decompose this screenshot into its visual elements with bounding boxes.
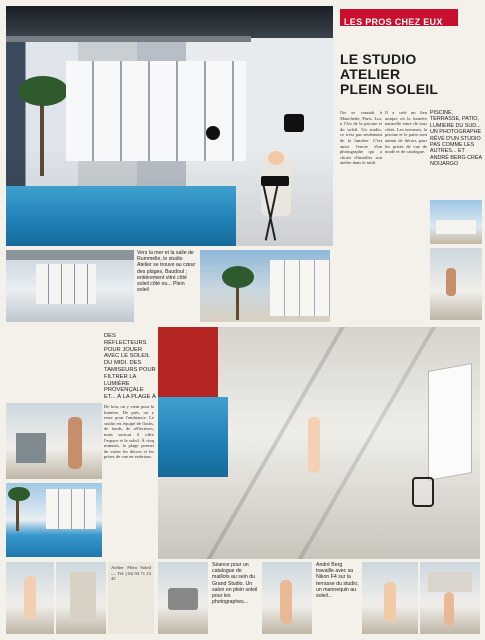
caption-bottom-2: André Berg travaille avec sa Nikon F4 sur la terrasse du studio, un mannequin au soleil... <box>316 562 359 600</box>
pull-quote-left: DES RÉFLECTEURS POUR JOUER AVEC LE SOLEIL DU MIDI. DES TAMISEURS POUR FILTRER LA LUMIÈRE PROVENÇALE ET... À LA PLAGE À <box>104 333 156 401</box>
bottom-photo-1 <box>6 562 54 634</box>
bottom-photo-6 <box>420 562 480 634</box>
pull-quote-right: PISCINE, TERRASSE, PATIO, LUMIERE DU SUD... UN PHOTOGRAPHE RÊVÉ D'UN STUDIO PAS COMME LES AUTRES... ET ANDRÉ BERG CRÉA NOIJARGO <box>430 110 482 168</box>
mid-photo-garden <box>200 250 330 322</box>
bottom-photo-4 <box>262 562 312 634</box>
caption-bottom-1: Séance pour un catalogue de maillots au sein du Grand Studio. Un salon en plein soleil pour les photographes... <box>212 562 258 606</box>
body-column-1: On se connaît à Manchette, Paris. Lui, à l'Art de la piscine et du soleil. Un studio, ce n'est pas seulement de la lumière. C'est aussi l'envie d'un photographe qui a choisi d'installer son atelier dans le midi. <box>340 110 382 166</box>
body-column-2: Il a créé un lieu unique où la lumière naturelle entre de tous côtés. Les terrasses, la piscine et le patio sont autant de décors pour les prises de vue de mode et de catalogue. <box>385 110 427 155</box>
hero-photo <box>6 6 333 246</box>
title-line-2: ATELIER <box>340 66 401 82</box>
article-title <box>340 52 480 104</box>
mid-photo-interior <box>6 250 134 322</box>
bottom-photo-2 <box>56 562 106 634</box>
terrace-photo <box>158 327 480 559</box>
side-photo-top <box>430 200 482 244</box>
left-photo-model <box>6 403 102 479</box>
title-line-3: PLEIN SOLEIL <box>340 81 439 97</box>
section-label <box>340 9 458 26</box>
bottom-photo-5 <box>362 562 418 634</box>
section-label-text: LES PROS CHEZ EUX <box>344 17 443 26</box>
terrace-pool <box>158 397 228 477</box>
contact-box: Atelier Plein Soleil — Tél. (16) 94 71 23 45 <box>108 562 154 634</box>
bottom-photo-3 <box>158 562 208 634</box>
left-photo-pool <box>6 483 102 557</box>
title-line-1: LE STUDIO <box>340 52 417 67</box>
hero-pool <box>6 186 236 246</box>
side-photo-bottom <box>430 248 482 320</box>
caption-mid: Vers la mer et la salle de Rummelle, le studio Atelier se trouve au cœur des plages, Baudoul ; entièrement vitré côté soleil côté ou... Plein soleil <box>137 250 196 294</box>
body-text-left: De loin, on y vient pour la lumière. De près, on y reste pour l'ambiance. Le studio est équipé de flashs, de fonds, de réflecteurs, mais surtout il offre l'espace et le soleil. À cinq minutes, la plage permet de varier les décors et les prises de vue en extérieur. <box>104 404 154 460</box>
